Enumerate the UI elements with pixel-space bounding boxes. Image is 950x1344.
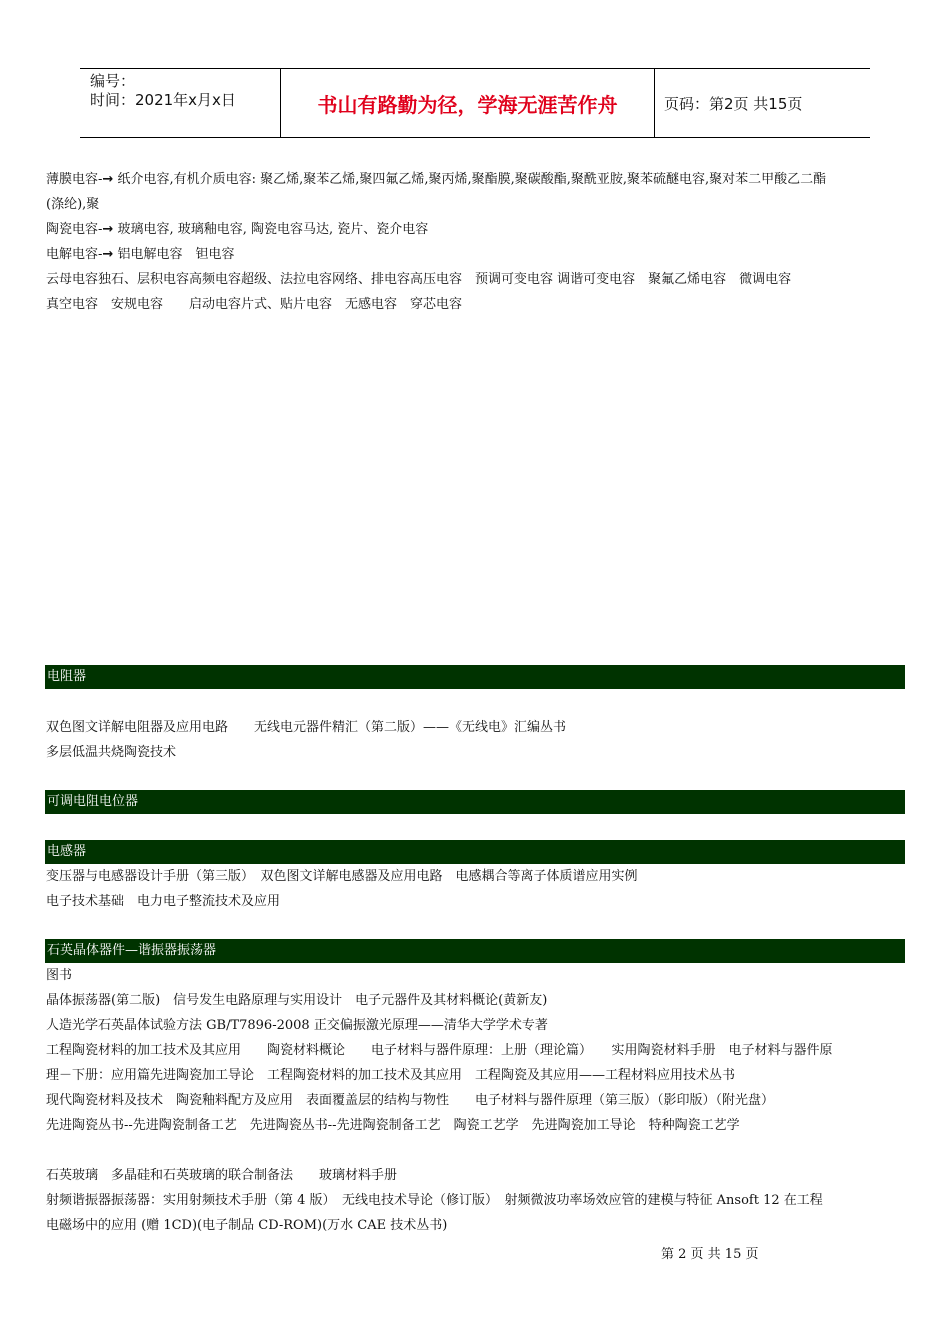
electrolytic-capacitor-prefix: 电解电容- (46, 247, 103, 262)
crystal-books-line: 现代陶瓷材料及技术 陶瓷釉料配方及应用 表面覆盖层的结构与物性 电子材料与器件原理（第三版）（影印版）（附光盘） (46, 1093, 775, 1108)
section-header-crystal (45, 939, 905, 963)
arrow-right-icon: → (102, 222, 114, 237)
section-title: 电感器 (47, 844, 87, 859)
inductor-books-line: 变压器与电感器设计手册（第三版） 双色图文详解电感器及应用电路 电感耦合等离子体质谱应用实例 (46, 869, 638, 884)
film-capacitor-line-continued: (涤纶),聚 (46, 197, 100, 212)
crystal-books-line: 图书 (46, 968, 73, 983)
header-page-info: 页码：第2页 共15页 (664, 94, 803, 113)
arrow-right-icon: → (102, 247, 114, 262)
resistor-books-line: 多层低温共烧陶瓷技术 (46, 745, 177, 760)
crystal-books-line: 石英玻璃 多晶硅和石英玻璃的联合制备法 玻璃材料手册 (46, 1168, 398, 1183)
misc-capacitor-line: 云母电容独石、层积电容高频电容超级、法拉电容网络、排电容高压电容 预调可变电容 调谐可变电容 聚氟乙烯电容 微调电容 (46, 272, 792, 287)
page-header (80, 68, 870, 138)
inductor-books-line: 电子技术基础 电力电子整流技术及应用 (46, 894, 281, 909)
crystal-books-line: 工程陶瓷材料的加工技术及其应用 陶瓷材料概论 电子材料与器件原理：上册（理论篇） 实用陶瓷材料手册 电子材料与器件原 (46, 1043, 833, 1058)
section-title: 石英晶体器件—谐振器振荡器 (47, 943, 217, 958)
arrow-right-icon: → (102, 172, 114, 187)
crystal-books-line: 电磁场中的应用 (赠 1CD)(电子制品 CD-ROM)(万水 CAE 技术丛书) (46, 1218, 448, 1233)
crystal-books-line: 人造光学石英晶体试验方法 GB/T7896-2008 正交偏振激光原理——清华大学学术专著 (46, 1018, 548, 1033)
section-title: 电阻器 (47, 669, 87, 684)
crystal-books-line: 先进陶瓷丛书--先进陶瓷制备工艺 先进陶瓷丛书--先进陶瓷制备工艺 陶瓷工艺学 先进陶瓷加工导论 特种陶瓷工艺学 (46, 1118, 740, 1133)
electrolytic-capacitor-line (46, 242, 234, 267)
header-meta (80, 69, 280, 137)
section-header-inductor (45, 840, 905, 864)
resistor-books-line: 双色图文详解电阻器及应用电路 无线电元器件精汇（第二版）——《无线电》汇编丛书 (46, 720, 567, 735)
crystal-books-line: 射频谐振器振荡器：实用射频技术手册（第 4 版） 无线电技术导论（修订版） 射频微波功率场效应管的建模与特征 Ansoft 12 在工程 (46, 1193, 823, 1208)
crystal-books-line: 理－下册：应用篇先进陶瓷加工导论 工程陶瓷材料的加工技术及其应用 工程陶瓷及其应用——工程材料应用技术丛书 (46, 1068, 736, 1083)
page-footer: 第 2 页 共 15 页 (661, 1247, 759, 1262)
misc-capacitor-line-continued: 真空电容 安规电容 启动电容片式、贴片电容 无感电容 穿芯电容 (46, 297, 463, 312)
crystal-books-line: 晶体振荡器(第二版) 信号发生电路原理与实用设计 电子元器件及其材料概论(黄新友) (46, 993, 548, 1008)
electrolytic-capacitor-types: 铝电解电容 钽电容 (113, 247, 235, 262)
header-divider (654, 69, 655, 137)
ceramic-capacitor-types: 玻璃电容, 玻璃釉电容, 陶瓷电容马达, 瓷片、瓷介电容 (113, 222, 429, 237)
ceramic-capacitor-prefix: 陶瓷电容- (46, 222, 103, 237)
document-number-label: 编号： (90, 72, 136, 90)
film-capacitor-line (46, 167, 826, 192)
document-time-label: 时间：2021年x月x日 (90, 91, 236, 109)
section-header-potentiometer (45, 790, 905, 814)
header-motto: 书山有路勤为径，学海无涯苦作舟 (317, 92, 618, 117)
film-capacitor-types: 纸介电容,有机介质电容: 聚乙烯,聚苯乙烯,聚四氟乙烯,聚丙烯,聚酯膜,聚碳酸酯,聚酰亚胺,聚苯硫醚电容,聚对苯二甲酸乙二酯 (113, 172, 827, 187)
section-header-resistor (45, 665, 905, 689)
section-title: 可调电阻电位器 (47, 794, 139, 809)
ceramic-capacitor-line (46, 217, 428, 242)
film-capacitor-prefix: 薄膜电容- (46, 172, 103, 187)
